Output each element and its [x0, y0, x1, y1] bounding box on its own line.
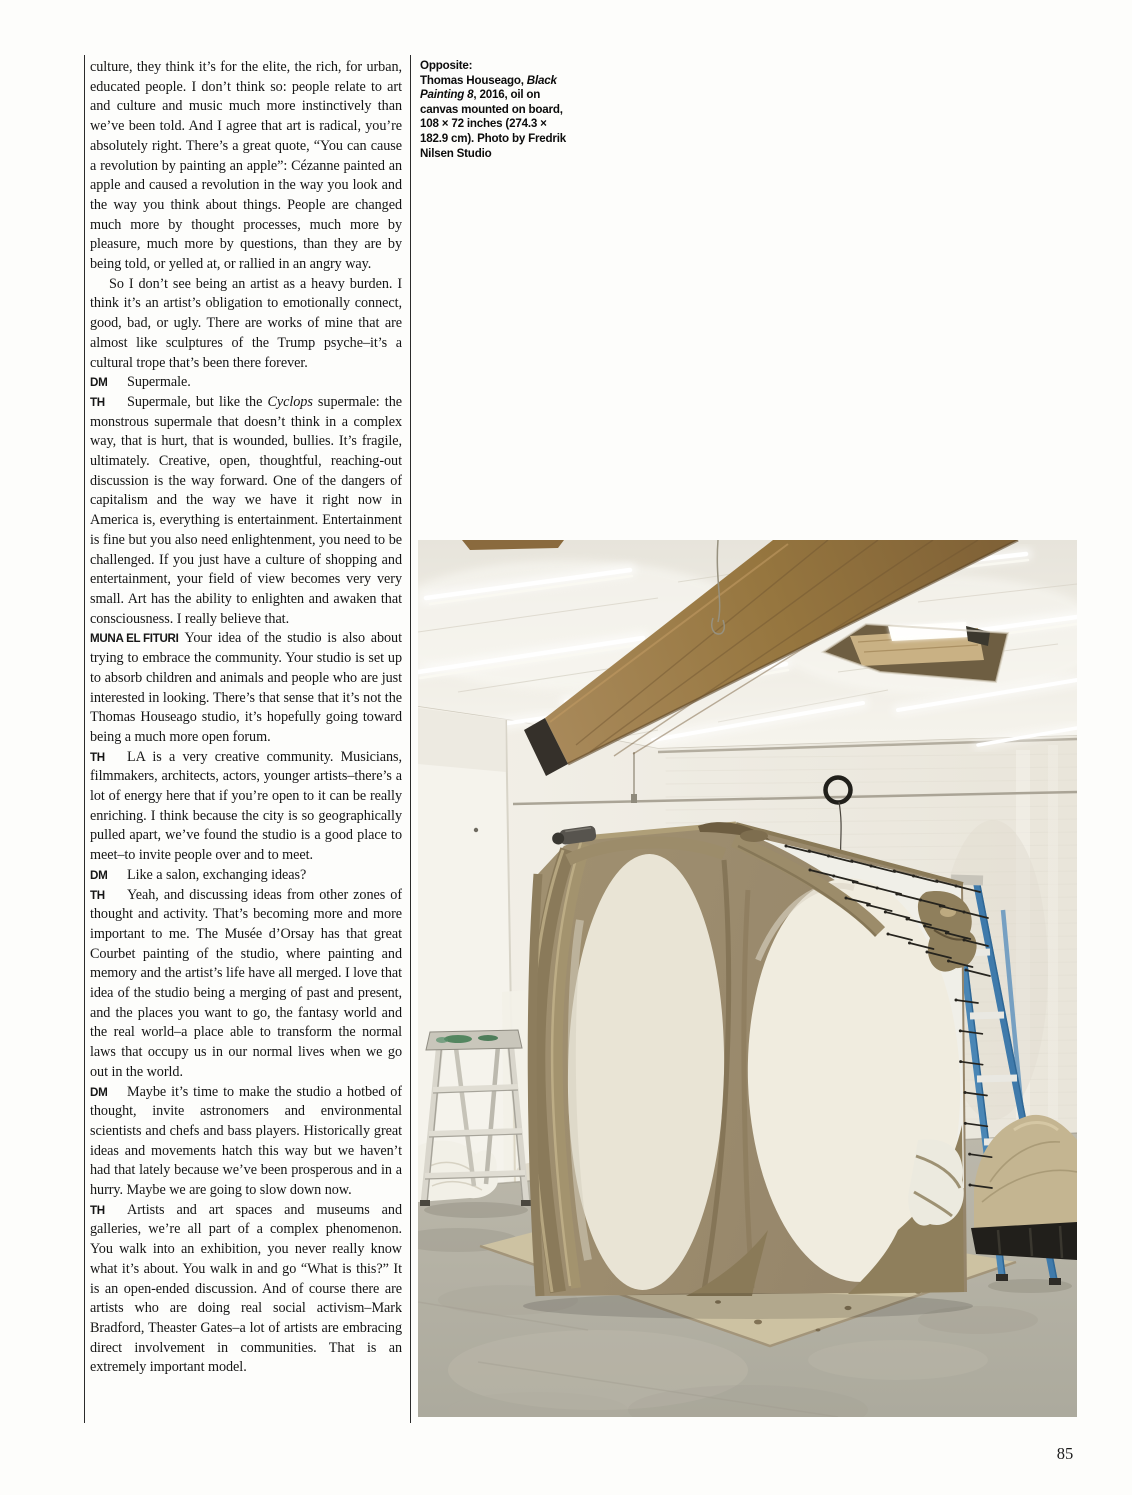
caption-line: Opposite: — [420, 59, 473, 72]
speaker-label: TH — [90, 395, 105, 409]
pallet — [971, 1222, 1077, 1260]
article-text: Maybe it’s time to make the studio a hotbed of thought, invite astronomers and environmental scientists and chefs and bass players. Historically great ideas and movements hatch this way but we haven’t had that lately because we’ve been prosperous and in a hurry. Maybe we are going to slow down now. — [90, 1083, 402, 1199]
column-rule-left — [84, 55, 85, 1423]
article-text-column — [90, 58, 402, 1443]
caption-line: Thomas Houseago, Black — [420, 73, 557, 87]
studio-photograph — [418, 540, 1077, 1417]
article-paragraph — [90, 275, 402, 374]
article-paragraph — [90, 748, 402, 866]
article-text: Cyclops — [267, 393, 313, 410]
speaker-label: TH — [90, 1203, 105, 1217]
article-text: So I don’t see being an artist as a heavy burden. I think it’s an artist’s obligation to emotionally connect, good, bad, or ugly. There are works of mine that are almost like sculptures of the Trump psyche–it’s a cultural trope that’s been there forever. — [90, 275, 402, 371]
article-paragraph — [90, 1201, 402, 1378]
speaker-label: DM — [90, 376, 108, 390]
article-paragraph — [90, 866, 402, 886]
contact-shadow — [523, 1293, 973, 1319]
article-paragraph — [90, 393, 402, 629]
article-paragraph — [90, 373, 402, 393]
speaker-label: DM — [90, 868, 108, 882]
speaker-label: DM — [90, 1085, 108, 1099]
article-text: Yeah, and discussing ideas from other zones of thought and activity. That’s becoming more and more important to me. The Musée d’Orsay has that great Courbet painting of the studio, where painting and memory and the artist’s life have all merged. I love that idea of the studio being a merging of past and present, and the places you want to go, the fantasy world and the real world–a place able to transform the normal laws that occupy us in our normal lives when we go out in the world. — [90, 886, 402, 1080]
article-text: Supermale. — [127, 374, 191, 391]
conduit-box — [631, 794, 637, 803]
page-number: 85 — [1056, 1444, 1074, 1463]
article-paragraph — [90, 58, 402, 275]
article-text: Your idea of the studio is also about trying to embrace the community. Your studio is set up to absorb children and animals and people who are just interested in looking. There’s that sense that it’s not the Thomas Houseago studio, it’s hopefully going toward being a much more open forum. — [90, 630, 402, 745]
article-text: LA is a very creative community. Musicians, filmmakers, architects, actors, younger artists–there’s a lot of energy here that if you’re open to it can be really enriching. I think because the city is so geographically pulled apart, we’ve found the studio is a good place to meet–to invite people over and to meet. — [90, 748, 402, 864]
article-text: Artists and art spaces and museums and galleries, we’re all part of a complex phenomenon. You walk into an exhibition, you never really know what it’s about. You walk in and go “What is this?” It is an open-ended discussion. And of course there are artists who are doing real social activism–Mark Bradford, Theaster Gates–a lot of artists are embracing direct involvement in communities. That is an extremely important model. — [90, 1201, 402, 1376]
article-paragraph — [90, 629, 402, 747]
photo-caption — [420, 59, 580, 161]
article-paragraph — [90, 886, 402, 1083]
article-text: Like a salon, exchanging ideas? — [127, 866, 307, 883]
caption-line: Nilsen Studio — [420, 146, 492, 160]
column-rule-mid — [410, 55, 411, 1423]
caption-line: canvas mounted on board, — [420, 102, 563, 116]
article-text: Supermale, but like the — [127, 393, 268, 410]
article-text: supermale: the monstrous supermale that doesn’t think in a complex way, that is hurt, that is wounded, bullies. It’s fragile, ultimately. Creative, open, thoughtful, reaching-out discussion is the way forward. One of the dangers of capitalism and the way we have it right now in America is, everything is entertainment. Entertainment is fine but you also need enlightenment, you need to be challenged. If you just have a culture of shopping and entertainment, your field of view becomes very very small. Art has the ability to enlighten and awaken that consciousness. I really believe that. — [90, 393, 402, 627]
article-text: culture, they think it’s for the elite, the rich, for urban, educated people. I don’t think so: people relate to art and culture and music much more instinctively than we’ve been told. And I agree that art is radical, you’re absolutely right. There’s a great quote, “You can cause a revolution by painting an apple”: Cézanne painted an apple and caused a revolution in the way you look and the way you think about things. People are changed much more by thought processes, much more by pleasure, much more by questions, than they are by being told, or yelled at, or rallied in an angry way. — [90, 59, 402, 273]
speaker-label: MUNA EL FITURI — [90, 632, 179, 646]
article-paragraph — [90, 1083, 402, 1201]
caption-line: 182.9 cm). Photo by Fredrik — [420, 131, 567, 145]
speaker-label: TH — [90, 888, 105, 902]
speaker-label: TH — [90, 750, 105, 764]
caption-line: 108 × 72 inches (274.3 × — [420, 117, 547, 131]
caption-line: Painting 8, 2016, oil on — [420, 88, 541, 102]
wall-socket — [474, 828, 478, 832]
